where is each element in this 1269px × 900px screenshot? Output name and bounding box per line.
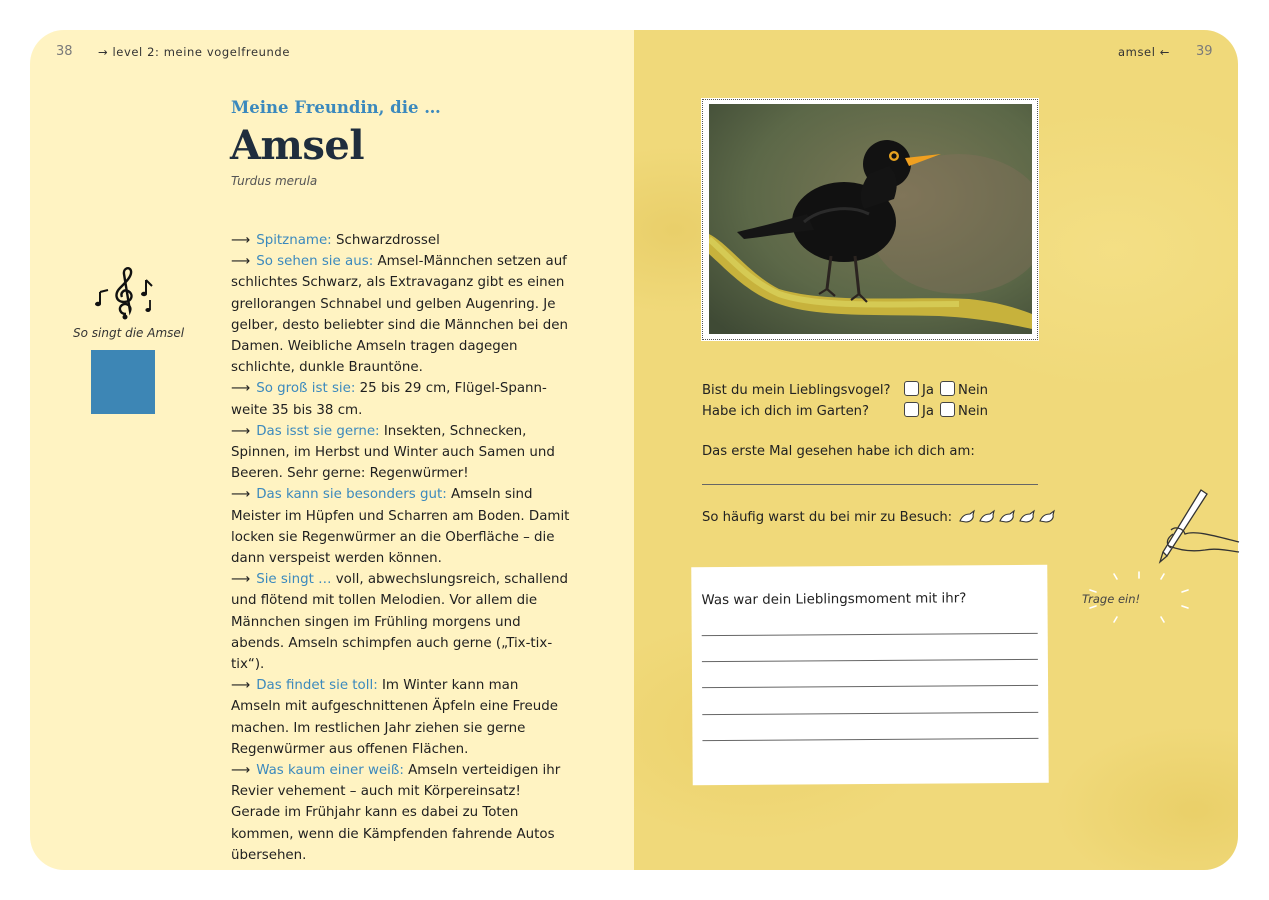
question-in-garden [702, 402, 988, 419]
running-head-right: amsel ← [1118, 45, 1171, 59]
arrow-icon: ⟶ [231, 763, 251, 779]
checkbox-label: Nein [957, 383, 988, 398]
arrow-icon: ⟶ [231, 381, 251, 397]
paragraph-label: Was kaum einer weiß: [256, 763, 404, 779]
answer-line[interactable] [702, 633, 1038, 636]
paragraph-label: Sie singt … [256, 572, 332, 588]
bird-profile-text [231, 230, 571, 866]
frequency-label: So häufig warst du bei mir zu Besuch: [702, 510, 953, 525]
bird-icon [960, 511, 1054, 522]
checkbox-label: Ja [922, 404, 934, 419]
song-label: So singt die Amsel [73, 326, 185, 340]
paragraph-text: Amsel-Männchen setzen auf schlichtes Schwarz, als Extravaganz gibt es einen grellorangen Schnabel und gelben Augenring. Je gelber, desto beliebter sind die Männchen bei den Damen. Weibliche Amseln tragen dagegen schlichte, dunkle Brauntöne. [231, 254, 568, 376]
paragraph-label: Das findet sie toll: [256, 678, 378, 694]
arrow-icon: ⟶ [231, 572, 251, 588]
checkbox-no[interactable] [940, 381, 955, 396]
favorite-moment-card [691, 565, 1049, 785]
profile-paragraph [231, 675, 571, 760]
page-number-left: 38 [56, 44, 73, 59]
frequency-row [702, 508, 1058, 525]
profile-paragraph [231, 230, 571, 251]
paragraph-text: voll, abwechslungsreich, schallend und flötend mit tollen Melodien. Vor allem die Männchen singen im Frühling morgens und abends. Amseln schimpfen auch gerne („Tix-tix-tix“). [231, 572, 568, 673]
arrow-icon: ⟶ [231, 254, 251, 270]
profile-paragraph [231, 760, 571, 866]
question-favorite-bird [702, 381, 988, 398]
page-number-right: 39 [1196, 44, 1213, 59]
answer-line[interactable] [702, 738, 1038, 741]
paragraph-label: So sehen sie aus: [256, 254, 374, 270]
frequency-bird-rating[interactable] [958, 508, 1058, 524]
left-page [30, 30, 634, 870]
profile-paragraph [231, 378, 571, 420]
question-text: Bist du mein Lieblingsvogel? [702, 383, 891, 398]
paragraph-text: 25 bis 29 cm, Flügel-Spann-weite 35 bis 38 cm. [231, 381, 547, 418]
question-text: Habe ich dich im Garten? [702, 404, 870, 419]
favorite-moment-question: Was war dein Lieblingsmoment mit ihr? [701, 591, 967, 609]
latin-name: Turdus merula [231, 174, 318, 188]
arrow-icon: ⟶ [231, 423, 251, 439]
answer-line[interactable] [702, 685, 1038, 688]
answer-line[interactable] [702, 659, 1038, 662]
running-head-left: → level 2: meine vogelfreunde [98, 45, 290, 59]
profile-paragraph [231, 251, 571, 378]
first-seen-label: Das erste Mal gesehen habe ich dich am: [702, 444, 975, 459]
subtitle: Meine Freundin, die … [231, 98, 441, 117]
answer-line[interactable] [702, 712, 1038, 715]
hand-with-pen-icon [1145, 486, 1241, 566]
paragraph-text: Amseln verteidigen ihr Revier vehement – auch mit Körpereinsatz! Gerade im Frühjahr kann es dabei zu Toten kommen, wenn die Kämpfenden fahrende Autos übersehen. [231, 763, 561, 863]
checkbox-yes[interactable] [904, 402, 919, 417]
paragraph-label: Das isst sie gerne: [256, 423, 380, 439]
arrow-icon: ⟶ [231, 678, 251, 694]
page-title: Amsel [230, 122, 365, 169]
paragraph-text: Amseln sind Meister im Hüpfen und Scharren am Boden. Damit locken sie Regenwürmer an die Oberfläche – die dann verspeist werden können. [231, 487, 570, 567]
audio-play-button[interactable] [91, 350, 155, 414]
paragraph-label: Das kann sie besonders gut: [256, 487, 447, 503]
arrow-icon: ⟶ [231, 487, 251, 503]
paragraph-text: Im Winter kann man Amseln mit aufgeschnittenen Äpfeln eine Freude machen. Im restlichen Jahr ziehen sie gerne Regenwürmer aus offenen Flächen. [231, 678, 558, 757]
profile-paragraph [231, 484, 571, 569]
paragraph-label: So groß ist sie: [256, 381, 356, 397]
write-prompt: Trage ein! [1082, 592, 1141, 606]
checkbox-yes[interactable] [904, 381, 919, 396]
book-spread [30, 30, 1238, 870]
music-notes-icon [90, 262, 160, 322]
paragraph-text: Schwarzdrossel [331, 233, 440, 248]
arrow-icon: ⟶ [231, 233, 251, 248]
checkbox-label: Ja [922, 383, 934, 398]
blackbird-photo-frame [701, 98, 1039, 341]
blackbird-photo [709, 104, 1032, 334]
paragraph-text: Insekten, Schnecken, Spinnen, im Herbst und Winter auch Samen und Beeren. Sehr gerne: Regenwürmer! [231, 423, 555, 482]
checkbox-label: Nein [957, 404, 988, 419]
profile-paragraph [231, 421, 571, 485]
right-page [634, 30, 1238, 870]
checkbox-no[interactable] [940, 402, 955, 417]
first-seen-date-field[interactable] [702, 484, 1038, 485]
blackbird-image [709, 104, 1032, 334]
profile-paragraph [231, 569, 571, 675]
paragraph-label: Spitzname: [256, 233, 332, 248]
